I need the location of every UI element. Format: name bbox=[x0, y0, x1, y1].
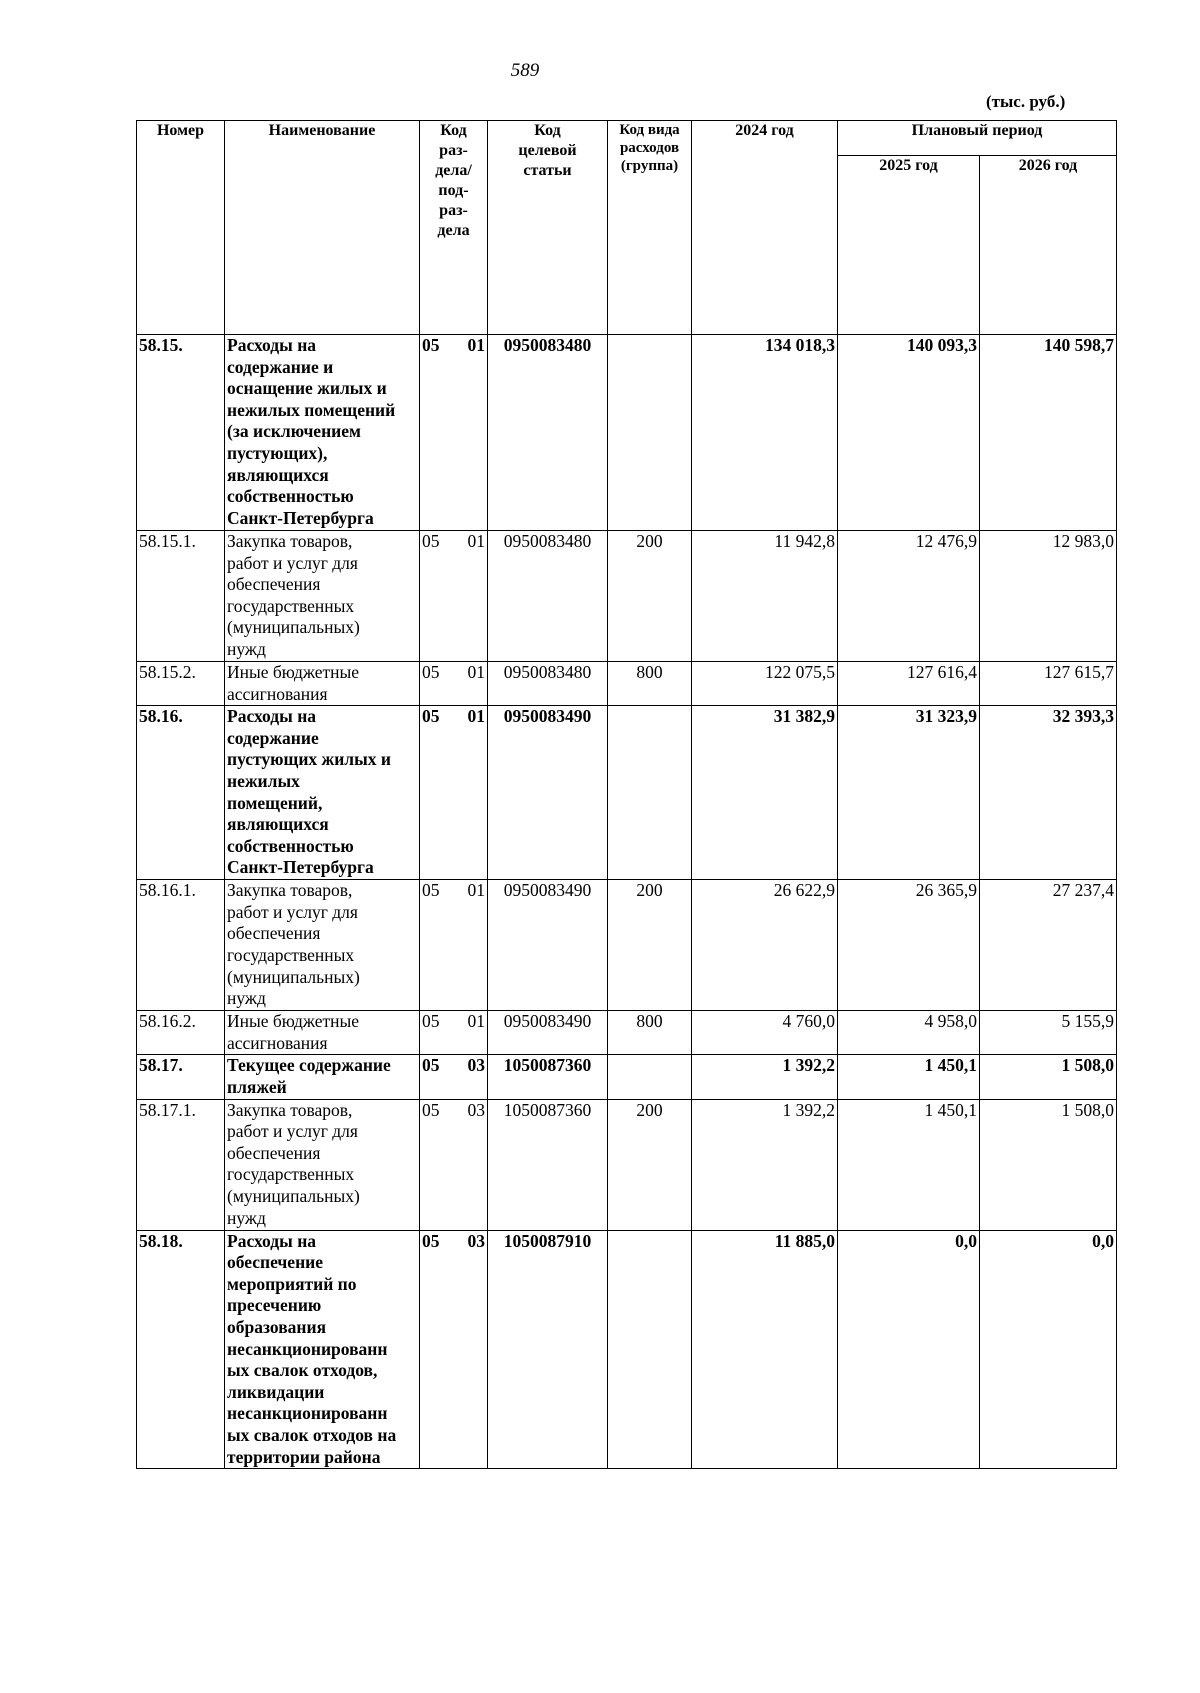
row-number: 58.15.2. bbox=[137, 662, 225, 706]
row-value-2024: 4 760,0 bbox=[692, 1011, 838, 1055]
row-value-2024: 122 075,5 bbox=[692, 662, 838, 706]
subsection-code: 03 bbox=[467, 1099, 485, 1120]
table-row bbox=[137, 1011, 1117, 1055]
row-number: 58.16. bbox=[137, 706, 225, 880]
row-section-code bbox=[420, 531, 488, 662]
header-2024: 2024 год bbox=[692, 121, 838, 335]
row-number: 58.17.1. bbox=[137, 1099, 225, 1230]
row-target-code: 1050087360 bbox=[488, 1099, 608, 1230]
row-value-2026: 127 615,7 bbox=[980, 662, 1117, 706]
subsection-code: 01 bbox=[467, 1011, 485, 1032]
row-expense-group bbox=[608, 1230, 692, 1469]
row-value-2024: 134 018,3 bbox=[692, 335, 838, 531]
subsection-code: 01 bbox=[467, 880, 485, 901]
table-row bbox=[137, 1230, 1117, 1469]
header-section-code: Код раз- дела/ под- раз- дела bbox=[420, 121, 488, 335]
header-number: Номер bbox=[137, 121, 225, 335]
row-value-2026: 140 598,7 bbox=[980, 335, 1117, 531]
subsection-code: 01 bbox=[467, 335, 485, 355]
row-section-code bbox=[420, 1230, 488, 1469]
row-value-2024: 31 382,9 bbox=[692, 706, 838, 880]
row-value-2024: 26 622,9 bbox=[692, 880, 838, 1011]
row-number: 58.15.1. bbox=[137, 531, 225, 662]
row-value-2026: 1 508,0 bbox=[980, 1055, 1117, 1099]
table-row bbox=[137, 531, 1117, 662]
row-value-2024: 11 942,8 bbox=[692, 531, 838, 662]
subsection-code: 01 bbox=[467, 662, 485, 682]
row-expense-group: 200 bbox=[608, 880, 692, 1011]
row-value-2026: 5 155,9 bbox=[980, 1011, 1117, 1055]
header-row-top bbox=[137, 121, 1117, 156]
budget-table bbox=[136, 120, 1117, 1469]
table-body bbox=[137, 335, 1117, 1469]
row-section-code bbox=[420, 335, 488, 531]
header-target-code: Код целевой статьи bbox=[488, 121, 608, 335]
row-value-2025: 140 093,3 bbox=[838, 335, 980, 531]
row-section-code bbox=[420, 662, 488, 706]
row-value-2024: 11 885,0 bbox=[692, 1230, 838, 1469]
row-value-2025: 12 476,9 bbox=[838, 531, 980, 662]
row-expense-group: 200 bbox=[608, 1099, 692, 1230]
subsection-code: 03 bbox=[467, 1055, 485, 1076]
row-value-2025: 31 323,9 bbox=[838, 706, 980, 880]
section-code: 05 bbox=[422, 335, 440, 355]
row-value-2026: 12 983,0 bbox=[980, 531, 1117, 662]
row-name: Закупка товаров, работ и услуг для обеспечения государственных (муниципальных) нужд bbox=[225, 1099, 420, 1230]
row-number: 58.15. bbox=[137, 335, 225, 531]
row-number: 58.18. bbox=[137, 1230, 225, 1469]
header-name: Наименование bbox=[225, 121, 420, 335]
row-number: 58.17. bbox=[137, 1055, 225, 1099]
row-section-code bbox=[420, 1099, 488, 1230]
page-number: 589 bbox=[510, 60, 540, 81]
row-name: Иные бюджетные ассигнования bbox=[225, 1011, 420, 1055]
header-planned-period: Плановый период bbox=[838, 121, 1117, 156]
section-code: 05 bbox=[422, 662, 440, 682]
row-name: Расходы на обеспечение мероприятий по пресечению образования несанкционированн ых свалок отходов, ликвидации несанкционированн ых свалок отходов на территории района bbox=[225, 1230, 420, 1469]
row-section-code bbox=[420, 1055, 488, 1099]
row-number: 58.16.2. bbox=[137, 1011, 225, 1055]
subsection-code: 03 bbox=[467, 1230, 485, 1251]
row-expense-group bbox=[608, 335, 692, 531]
row-section-code bbox=[420, 880, 488, 1011]
row-target-code: 0950083480 bbox=[488, 531, 608, 662]
row-name: Иные бюджетные ассигнования bbox=[225, 662, 420, 706]
row-target-code: 0950083490 bbox=[488, 1011, 608, 1055]
row-target-code: 1050087910 bbox=[488, 1230, 608, 1469]
row-value-2025: 26 365,9 bbox=[838, 880, 980, 1011]
table-row bbox=[137, 1099, 1117, 1230]
row-target-code: 1050087360 bbox=[488, 1055, 608, 1099]
section-code: 05 bbox=[422, 1099, 440, 1120]
row-value-2025: 0,0 bbox=[838, 1230, 980, 1469]
header-2026: 2026 год bbox=[980, 156, 1117, 335]
header-expense-type: Код вида расходов (группа) bbox=[608, 121, 692, 335]
row-expense-group: 200 bbox=[608, 531, 692, 662]
table-row bbox=[137, 706, 1117, 880]
row-value-2026: 27 237,4 bbox=[980, 880, 1117, 1011]
row-target-code: 0950083480 bbox=[488, 662, 608, 706]
row-target-code: 0950083490 bbox=[488, 706, 608, 880]
row-value-2025: 127 616,4 bbox=[838, 662, 980, 706]
row-value-2024: 1 392,2 bbox=[692, 1055, 838, 1099]
row-value-2025: 1 450,1 bbox=[838, 1055, 980, 1099]
header-2025: 2025 год bbox=[838, 156, 980, 335]
row-section-code bbox=[420, 706, 488, 880]
row-target-code: 0950083480 bbox=[488, 335, 608, 531]
units-label: (тыс. руб.) bbox=[986, 92, 1066, 111]
row-expense-group bbox=[608, 1055, 692, 1099]
section-code: 05 bbox=[422, 1011, 440, 1032]
row-name: Закупка товаров, работ и услуг для обеспечения государственных (муниципальных) нужд bbox=[225, 531, 420, 662]
section-code: 05 bbox=[422, 1055, 440, 1076]
row-value-2024: 1 392,2 bbox=[692, 1099, 838, 1230]
row-number: 58.16.1. bbox=[137, 880, 225, 1011]
row-expense-group: 800 bbox=[608, 662, 692, 706]
row-name: Расходы на содержание пустующих жилых и нежилых помещений, являющихся собственностью Санкт-Петербурга bbox=[225, 706, 420, 880]
row-expense-group: 800 bbox=[608, 1011, 692, 1055]
row-name: Расходы на содержание и оснащение жилых и нежилых помещений (за исключением пустующих), являющихся собственностью Санкт-Петербурга bbox=[225, 335, 420, 531]
row-value-2026: 0,0 bbox=[980, 1230, 1117, 1469]
row-value-2025: 1 450,1 bbox=[838, 1099, 980, 1230]
section-code: 05 bbox=[422, 706, 440, 727]
row-name: Закупка товаров, работ и услуг для обеспечения государственных (муниципальных) нужд bbox=[225, 880, 420, 1011]
table-row bbox=[137, 335, 1117, 531]
row-value-2026: 1 508,0 bbox=[980, 1099, 1117, 1230]
subsection-code: 01 bbox=[467, 706, 485, 727]
row-target-code: 0950083490 bbox=[488, 880, 608, 1011]
row-value-2026: 32 393,3 bbox=[980, 706, 1117, 880]
row-name: Текущее содержание пляжей bbox=[225, 1055, 420, 1099]
subsection-code: 01 bbox=[467, 531, 485, 551]
section-code: 05 bbox=[422, 1230, 440, 1251]
table-row bbox=[137, 1055, 1117, 1099]
row-section-code bbox=[420, 1011, 488, 1055]
table-row bbox=[137, 662, 1117, 706]
row-expense-group bbox=[608, 706, 692, 880]
section-code: 05 bbox=[422, 531, 440, 551]
table-row bbox=[137, 880, 1117, 1011]
row-value-2025: 4 958,0 bbox=[838, 1011, 980, 1055]
section-code: 05 bbox=[422, 880, 440, 901]
